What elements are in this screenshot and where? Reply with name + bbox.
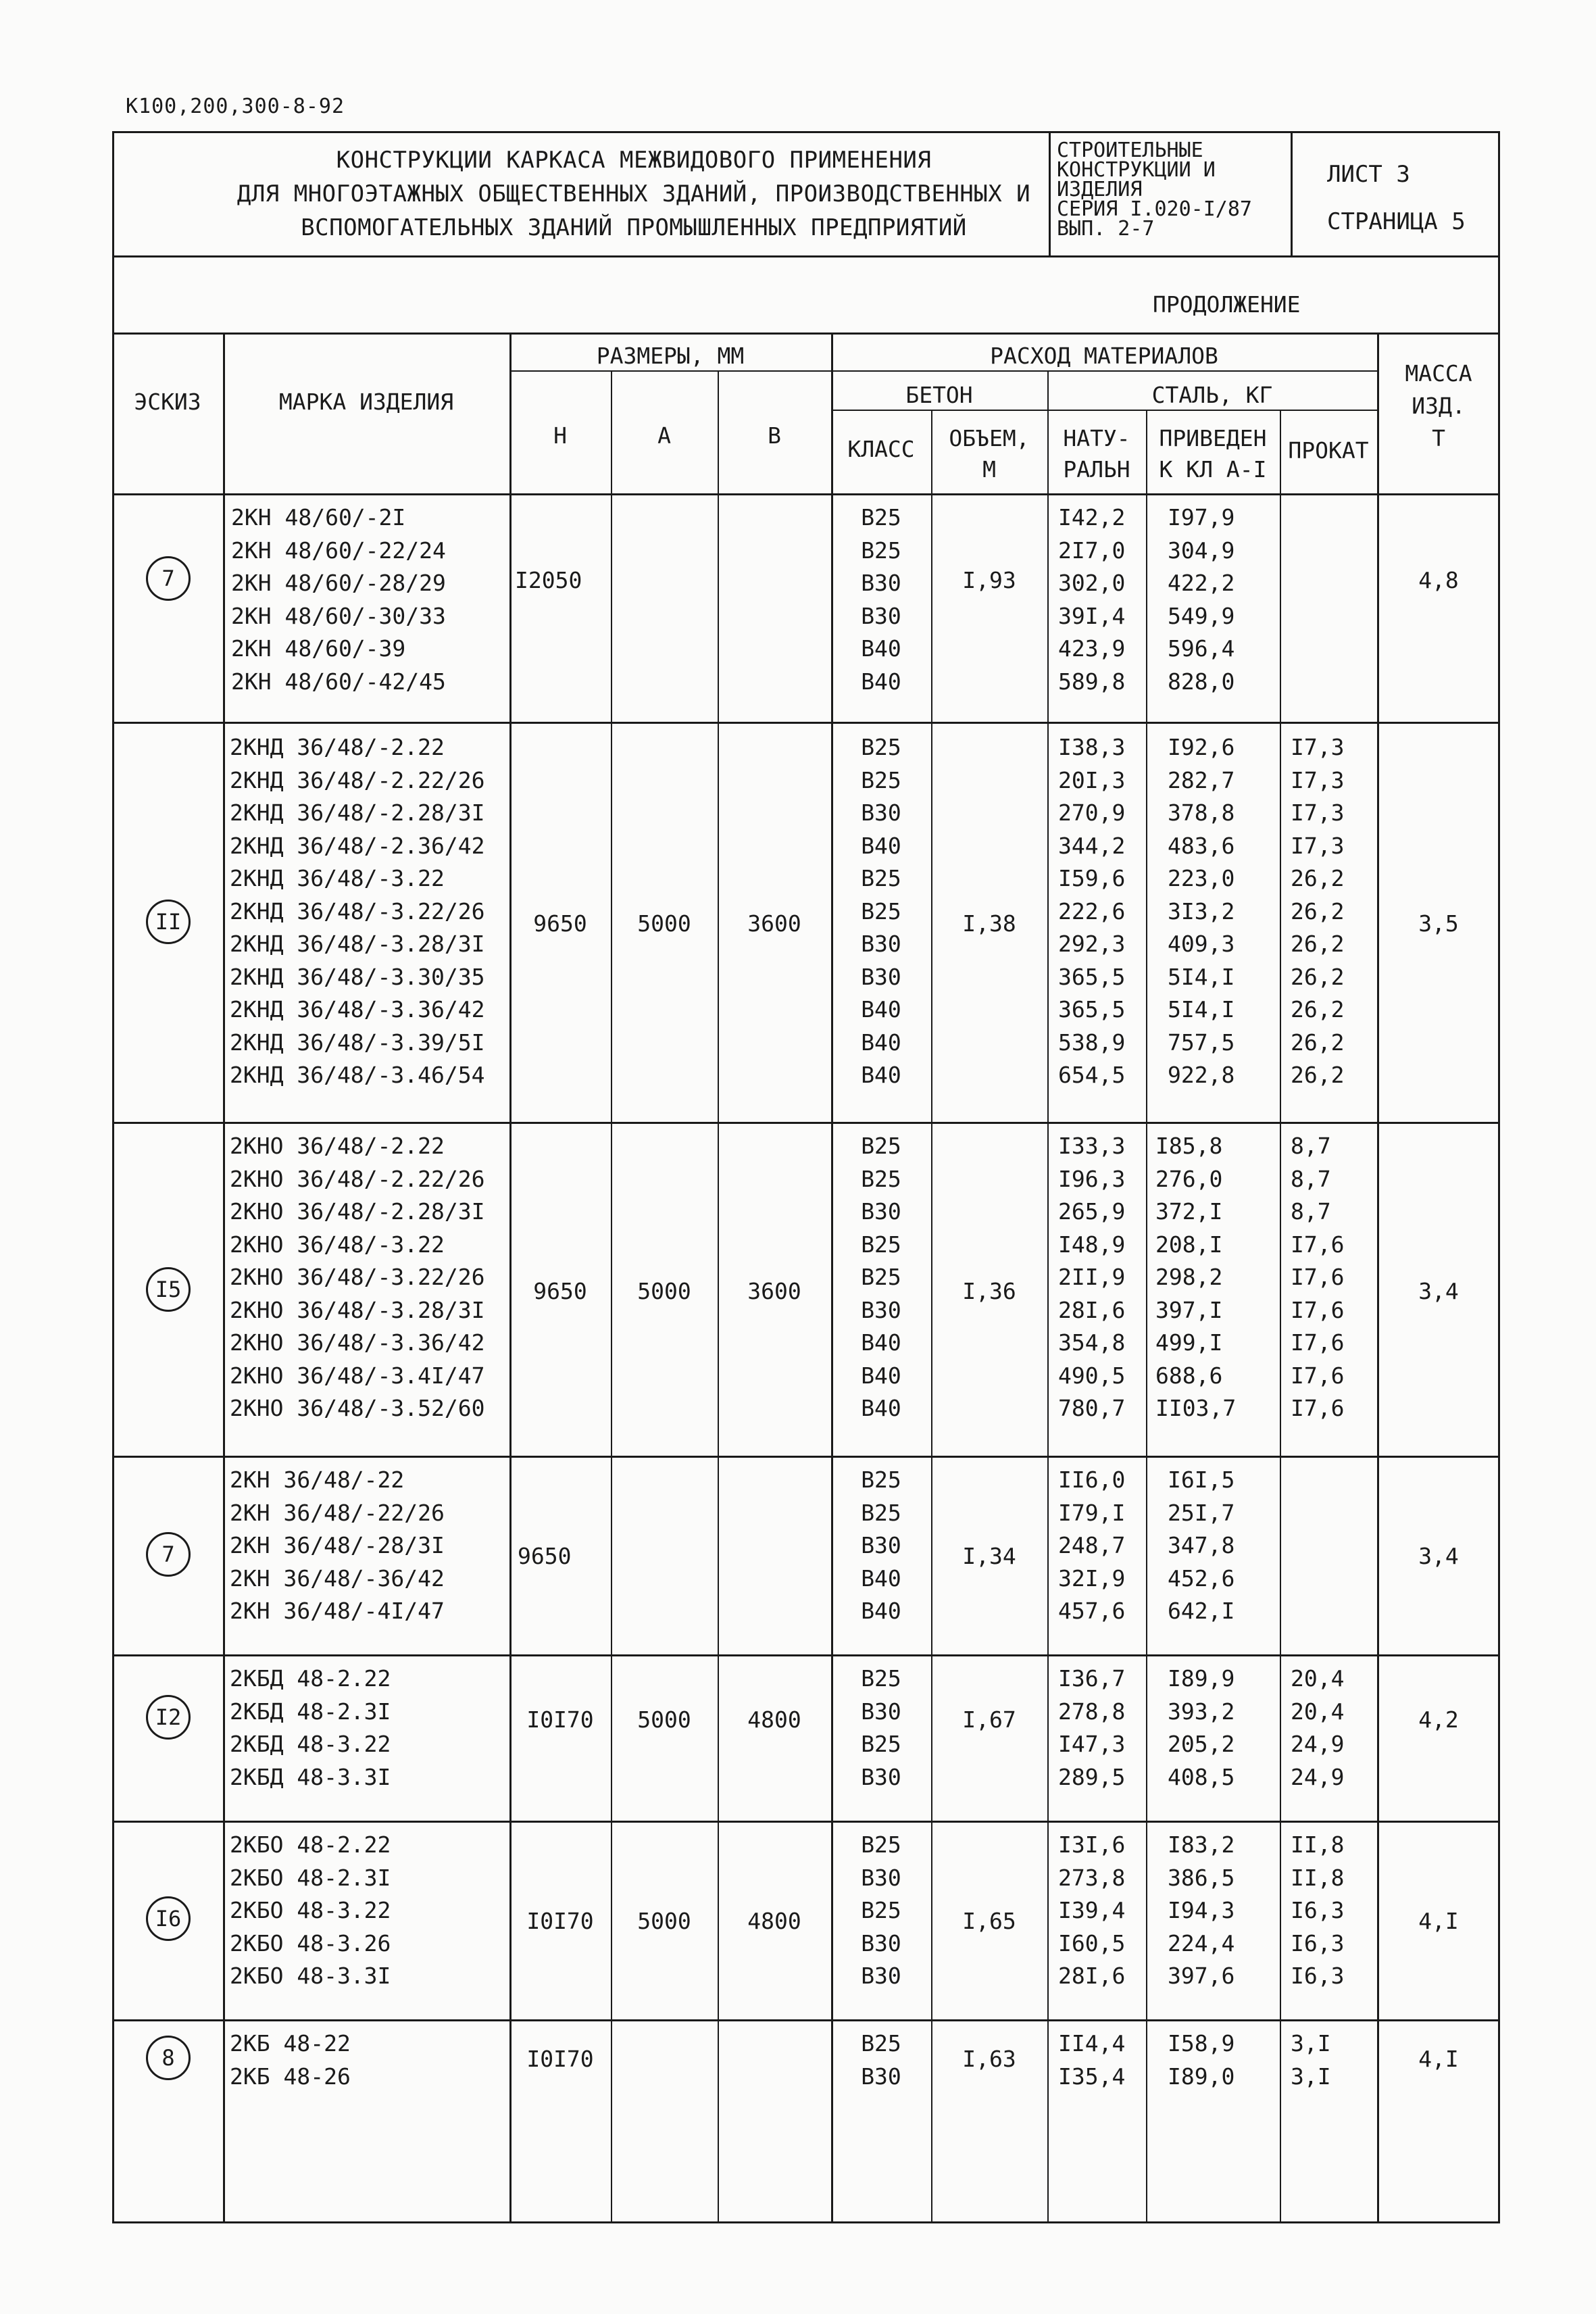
size-a: 5000 — [637, 1278, 691, 1304]
group-divider — [112, 2019, 1500, 2021]
sketch-ref: 8 — [146, 2036, 191, 2080]
steel-natural-list: I3I,6 273,8 I39,4 I60,5 28I,6 — [1058, 1831, 1126, 1989]
size-h: 9650 — [518, 1543, 572, 1569]
divider — [831, 410, 1377, 411]
continuation-label: ПРОДОЛЖЕНИЕ — [1153, 291, 1301, 318]
sheet-number: ЛИСТ 3 — [1327, 161, 1410, 188]
rolled-list: 20,4 20,4 24,9 24,9 — [1291, 1665, 1345, 1790]
sketch-ref: 7 — [146, 556, 191, 601]
size-h: 9650 — [533, 910, 587, 937]
mass: 4,I — [1418, 2046, 1459, 2072]
volume: I,93 — [962, 567, 1016, 593]
size-h: I0I70 — [526, 2046, 594, 2072]
divider — [112, 333, 1500, 335]
col-reduced-2: К КЛ А-I — [1159, 456, 1267, 483]
divider — [112, 255, 1500, 257]
volume: I,38 — [962, 910, 1016, 937]
series-line: КОНСТРУКЦИИ И — [1057, 158, 1216, 182]
size-a: 5000 — [637, 1908, 691, 1934]
group-divider — [112, 1122, 1500, 1124]
divider — [1291, 131, 1293, 255]
sketch-ref: I6 — [146, 1896, 191, 1941]
divider — [1049, 131, 1051, 255]
steel-natural-list: I33,3 I96,3 265,9 I48,9 2II,9 28I,6 354,8 490,5 780,7 — [1058, 1133, 1126, 1421]
size-b: 4800 — [747, 1908, 801, 1934]
specification-sheet — [112, 131, 1500, 2223]
rolled-list: 8,7 8,7 8,7 I7,6 I7,6 I7,6 I7,6 I7,6 I7,6 — [1291, 1133, 1345, 1421]
class-list: В25 В25 В30 В40 В40 — [861, 1467, 901, 1624]
mark-list: 2КН 36/48/-22 2КН 36/48/-22/26 2КН 36/48/-28/3I 2КН 36/48/-36/42 2КН 36/48/-4I/47 — [230, 1467, 445, 1624]
series-line: СТРОИТЕЛЬНЫЕ — [1057, 139, 1203, 162]
size-b: 4800 — [747, 1706, 801, 1733]
col-steel: СТАЛЬ, КГ — [1151, 382, 1273, 408]
mark-list: 2КБ 48-22 2КБ 48-26 — [230, 2030, 351, 2090]
rolled-list: 3,I 3,I — [1291, 2030, 1331, 2090]
col-natural: НАТУ- — [1063, 425, 1130, 451]
col-separator — [1280, 410, 1281, 2223]
steel-reduced-list: I92,6 282,7 378,8 483,6 223,0 3I3,2 409,3 5I4,I 5I4,I 757,5 922,8 — [1168, 734, 1235, 1088]
col-natural-2: РАЛЬН — [1063, 456, 1130, 483]
size-h: I0I70 — [526, 1706, 594, 1733]
col-separator — [931, 410, 932, 2223]
steel-natural-list: I36,7 278,8 I47,3 289,5 — [1058, 1665, 1126, 1790]
steel-natural-list: I42,2 2I7,0 302,0 39I,4 423,9 589,8 — [1058, 504, 1126, 695]
col-materials: РАСХОД МАТЕРИАЛОВ — [990, 343, 1218, 369]
size-h: I2050 — [515, 567, 582, 593]
col-separator — [1047, 370, 1049, 2223]
mark-list: 2КН 48/60/-2I 2КН 48/60/-22/24 2КН 48/60/-28/29 2КН 48/60/-30/33 2КН 48/60/-39 2КН 48/60/-42/45 — [231, 504, 446, 695]
mass: 4,I — [1418, 1908, 1459, 1934]
mark-list: 2КБО 48-2.22 2КБО 48-2.3I 2КБО 48-3.22 2КБО 48-3.26 2КБО 48-3.3I — [230, 1831, 391, 1989]
volume: I,65 — [962, 1908, 1016, 1934]
page-number: СТРАНИЦА 5 — [1327, 208, 1466, 235]
group-divider — [112, 1654, 1500, 1656]
col-mass-2: ИЗД. — [1412, 393, 1466, 419]
mark-list: 2КНО 36/48/-2.22 2КНО 36/48/-2.22/26 2КНО 36/48/-2.28/3I 2КНО 36/48/-3.22 2КНО 36/48/-3.22/26 2КНО 36/48/-3.28/3I 2КНО 36/48/-3.36/42 2КНО 36/48/-3.4I/47 2КНО 36/48/-3.52/60 — [230, 1133, 485, 1421]
col-reduced: ПРИВЕДЕН — [1159, 425, 1267, 451]
mark-list: 2КБД 48-2.22 2КБД 48-2.3I 2КБД 48-3.22 2КБД 48-3.3I — [230, 1665, 391, 1790]
group-divider — [112, 1456, 1500, 1458]
volume: I,36 — [962, 1278, 1016, 1304]
col-volume-unit: М — [982, 456, 996, 483]
sketch-ref: 7 — [146, 1532, 191, 1577]
mark-list: 2КНД 36/48/-2.22 2КНД 36/48/-2.22/26 2КНД 36/48/-2.28/3I 2КНД 36/48/-2.36/42 2КНД 36/48/-3.22 2КНД 36/48/-3.22/26 2КНД 36/48/-3.28/3I 2КНД 36/48/-3.30/35 2КНД 36/48/-3.36/42 2КНД 36/48/-3.39/5I 2КНД 36/48/-3.46/54 — [230, 734, 485, 1088]
title-line: КОНСТРУКЦИИ КАРКАСА МЕЖВИДОВОГО ПРИМЕНЕНИЯ — [336, 147, 932, 174]
col-separator — [1146, 410, 1147, 2223]
col-mass: МАССА — [1405, 360, 1472, 387]
steel-reduced-list: I6I,5 25I,7 347,8 452,6 642,I — [1168, 1467, 1235, 1624]
mass: 3,5 — [1418, 910, 1459, 937]
col-a: А — [657, 422, 671, 449]
title-line: ВСПОМОГАТЕЛЬНЫХ ЗДАНИЙ ПРОМЫШЛЕННЫХ ПРЕДПРИЯТИЙ — [301, 214, 967, 241]
steel-reduced-list: I97,9 304,9 422,2 549,9 596,4 828,0 — [1168, 504, 1235, 695]
divider — [509, 370, 1377, 372]
col-mass-3: Т — [1432, 425, 1445, 451]
class-list: В25 В30 В25 В30 — [861, 1665, 901, 1790]
col-separator — [1377, 333, 1379, 2223]
volume: I,34 — [962, 1543, 1016, 1569]
steel-reduced-list: I83,2 386,5 I94,3 224,4 397,6 — [1168, 1831, 1235, 1989]
size-a: 5000 — [637, 910, 691, 937]
mass: 4,8 — [1418, 567, 1459, 593]
divider — [112, 493, 1500, 495]
class-list: В25 В25 В30 В30 В40 В40 — [861, 504, 901, 695]
sketch-ref: I5 — [146, 1267, 191, 1312]
rolled-list: I7,3 I7,3 I7,3 I7,3 26,2 26,2 26,2 26,2 26,2 26,2 26,2 — [1291, 734, 1345, 1088]
title-line: ДЛЯ МНОГОЭТАЖНЫХ ОБЩЕСТВЕННЫХ ЗДАНИЙ, ПРОИЗВОДСТВЕННЫХ И — [236, 180, 1031, 207]
col-class: КЛАСС — [847, 436, 915, 462]
steel-reduced-list: I89,9 393,2 205,2 408,5 — [1168, 1665, 1235, 1790]
document-title — [132, 143, 1135, 245]
size-b: 3600 — [747, 1278, 801, 1304]
col-rolled: ПРОКАТ — [1288, 437, 1369, 464]
rolled-list: II,8 II,8 I6,3 I6,3 I6,3 — [1291, 1831, 1345, 1989]
size-a: 5000 — [637, 1706, 691, 1733]
col-h: Н — [553, 422, 567, 449]
group-divider — [112, 1821, 1500, 1823]
steel-reduced-list: I58,9 I89,0 — [1168, 2030, 1235, 2090]
document-code: К100,200,300-8-92 — [126, 95, 345, 118]
mass: 4,2 — [1418, 1706, 1459, 1733]
series-line: ИЗДЕЛИЯ — [1057, 178, 1143, 201]
series-block — [1057, 141, 1252, 239]
steel-natural-list: II6,0 I79,I 248,7 32I,9 457,6 — [1058, 1467, 1126, 1624]
size-h: I0I70 — [526, 1908, 594, 1934]
col-separator — [509, 333, 512, 2223]
col-concrete: БЕТОН — [905, 382, 973, 408]
series-line: СЕРИЯ I.020-I/87 — [1057, 197, 1252, 221]
steel-natural-list: II4,4 I35,4 — [1058, 2030, 1126, 2090]
class-list: В25 В30 В25 В30 В30 — [861, 1831, 901, 1989]
size-h: 9650 — [533, 1278, 587, 1304]
group-divider — [112, 722, 1500, 724]
volume: I,63 — [962, 2046, 1016, 2072]
steel-reduced-list: I85,8 276,0 372,I 208,I 298,2 397,I 499,I 688,6 II03,7 — [1155, 1133, 1237, 1421]
sketch-ref: II — [146, 900, 191, 944]
series-line: ВЫП. 2-7 — [1057, 217, 1155, 241]
mass: 3,4 — [1418, 1543, 1459, 1569]
col-mark: МАРКА ИЗДЕЛИЯ — [278, 389, 454, 415]
col-volume: ОБЪЕМ, — [949, 425, 1030, 451]
col-sizes: РАЗМЕРЫ, ММ — [596, 343, 745, 369]
class-list: В25 В25 В30 В40 В25 В25 В30 В30 В40 В40 В40 — [861, 734, 901, 1088]
size-b: 3600 — [747, 910, 801, 937]
class-list: В25 В25 В30 В25 В25 В30 В40 В40 В40 — [861, 1133, 901, 1421]
volume: I,67 — [962, 1706, 1016, 1733]
mass: 3,4 — [1418, 1278, 1459, 1304]
col-sketch: ЭСКИЗ — [134, 389, 201, 415]
sketch-ref: I2 — [146, 1695, 191, 1740]
steel-natural-list: I38,3 20I,3 270,9 344,2 I59,6 222,6 292,3 365,5 365,5 538,9 654,5 — [1058, 734, 1126, 1088]
class-list: В25 В30 — [861, 2030, 901, 2090]
col-b: В — [768, 422, 781, 449]
